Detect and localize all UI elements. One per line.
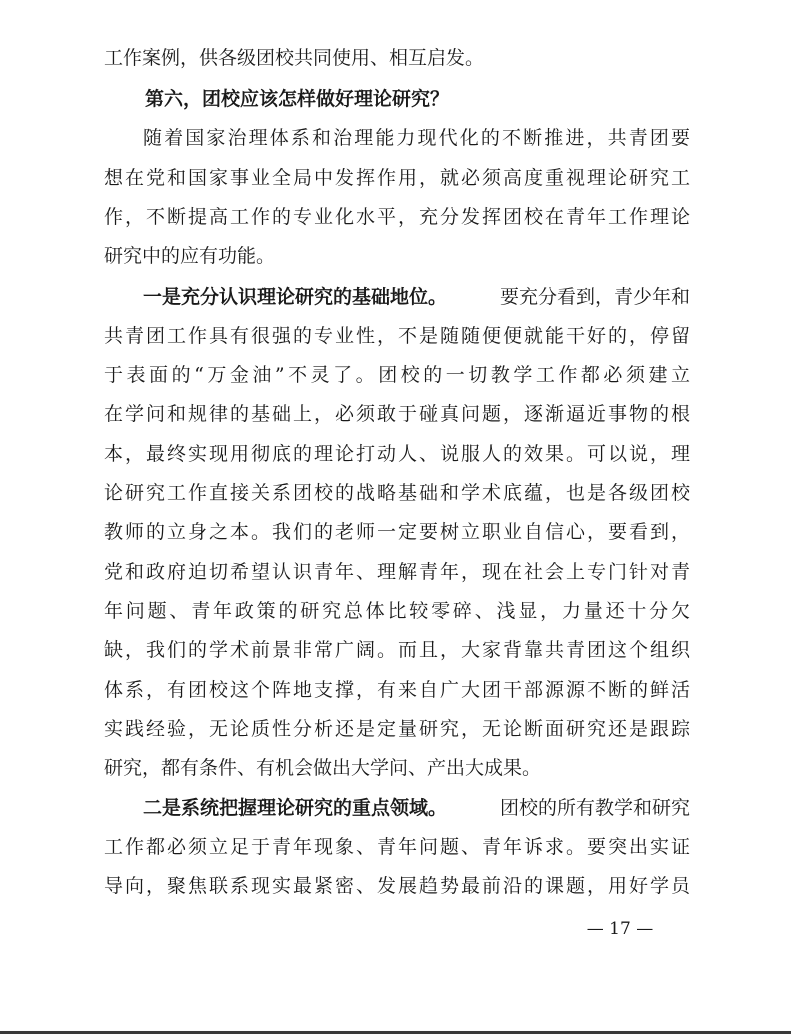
paragraph-text: 要充分看到，青少年和 bbox=[499, 286, 690, 308]
paragraph-line: 年问题、青年政策的研究总体比较零碎、浅显，力量还十分欠 bbox=[104, 600, 690, 622]
paragraph-line: 工作都必须立足于青年现象、青年问题、青年诉求。要突出实证 bbox=[104, 836, 690, 858]
page-number: — 17 — bbox=[586, 919, 654, 939]
paragraph-line: 体系，有团校这个阵地支撑，有来自广大团干部源源不断的鲜活 bbox=[104, 679, 690, 701]
section-heading: 第六，团校应该怎样做好理论研究？ bbox=[145, 88, 450, 110]
paragraph-line: 在学问和规律的基础上，必须敢于碰真问题，逐渐逼近事物的根 bbox=[104, 403, 690, 425]
paragraph-line bbox=[143, 796, 690, 820]
paragraph-line: 实践经验，无论质性分析还是定量研究，无论断面研究还是跟踪 bbox=[104, 718, 690, 740]
paragraph-line: 党和政府迫切希望认识青年、理解青年，现在社会上专门针对青 bbox=[104, 561, 690, 583]
paragraph-text: 团校的所有教学和研究 bbox=[499, 797, 690, 819]
paragraph-line: 教师的立身之本。我们的老师一定要树立职业自信心，要看到， bbox=[104, 521, 690, 543]
paragraph-line: 论研究工作直接关系团校的战略基础和学术底蕴，也是各级团校 bbox=[104, 482, 690, 504]
paragraph-line: 导向，聚焦联系现实最紧密、发展趋势最前沿的课题，用好学员 bbox=[104, 875, 690, 897]
paragraph-line: 共青团工作具有很强的专业性，不是随随便便就能干好的，停留 bbox=[104, 325, 690, 347]
paragraph-line: 本，最终实现用彻底的理论打动人、说服人的效果。可以说，理 bbox=[104, 443, 690, 465]
paragraph-line bbox=[143, 285, 690, 309]
paragraph-line: 随着国家治理体系和治理能力现代化的不断推进，共青团要 bbox=[143, 127, 690, 149]
subheading-inline: 二是系统把握理论研究的重点领域。 bbox=[143, 797, 448, 819]
paragraph-line: 研究中的应有功能。 bbox=[104, 245, 276, 267]
paragraph-line: 缺，我们的学术前景非常广阔。而且，大家背靠共青团这个组织 bbox=[104, 639, 690, 661]
paragraph-line: 作，不断提高工作的专业化水平，充分发挥团校在青年工作理论 bbox=[104, 206, 690, 228]
paragraph-line: 于表面的“万金油”不灵了。团校的一切教学工作都必须建立 bbox=[104, 364, 690, 386]
subheading-inline: 一是充分认识理论研究的基础地位。 bbox=[143, 286, 448, 308]
paragraph-line: 工作案例，供各级团校共同使用、相互启发。 bbox=[104, 47, 485, 69]
page-bottom-border bbox=[0, 1031, 791, 1034]
paragraph-line: 研究，都有条件、有机会做出大学问、产出大成果。 bbox=[104, 757, 542, 779]
paragraph-line: 想在党和国家事业全局中发挥作用，就必须高度重视理论研究工 bbox=[104, 167, 690, 189]
